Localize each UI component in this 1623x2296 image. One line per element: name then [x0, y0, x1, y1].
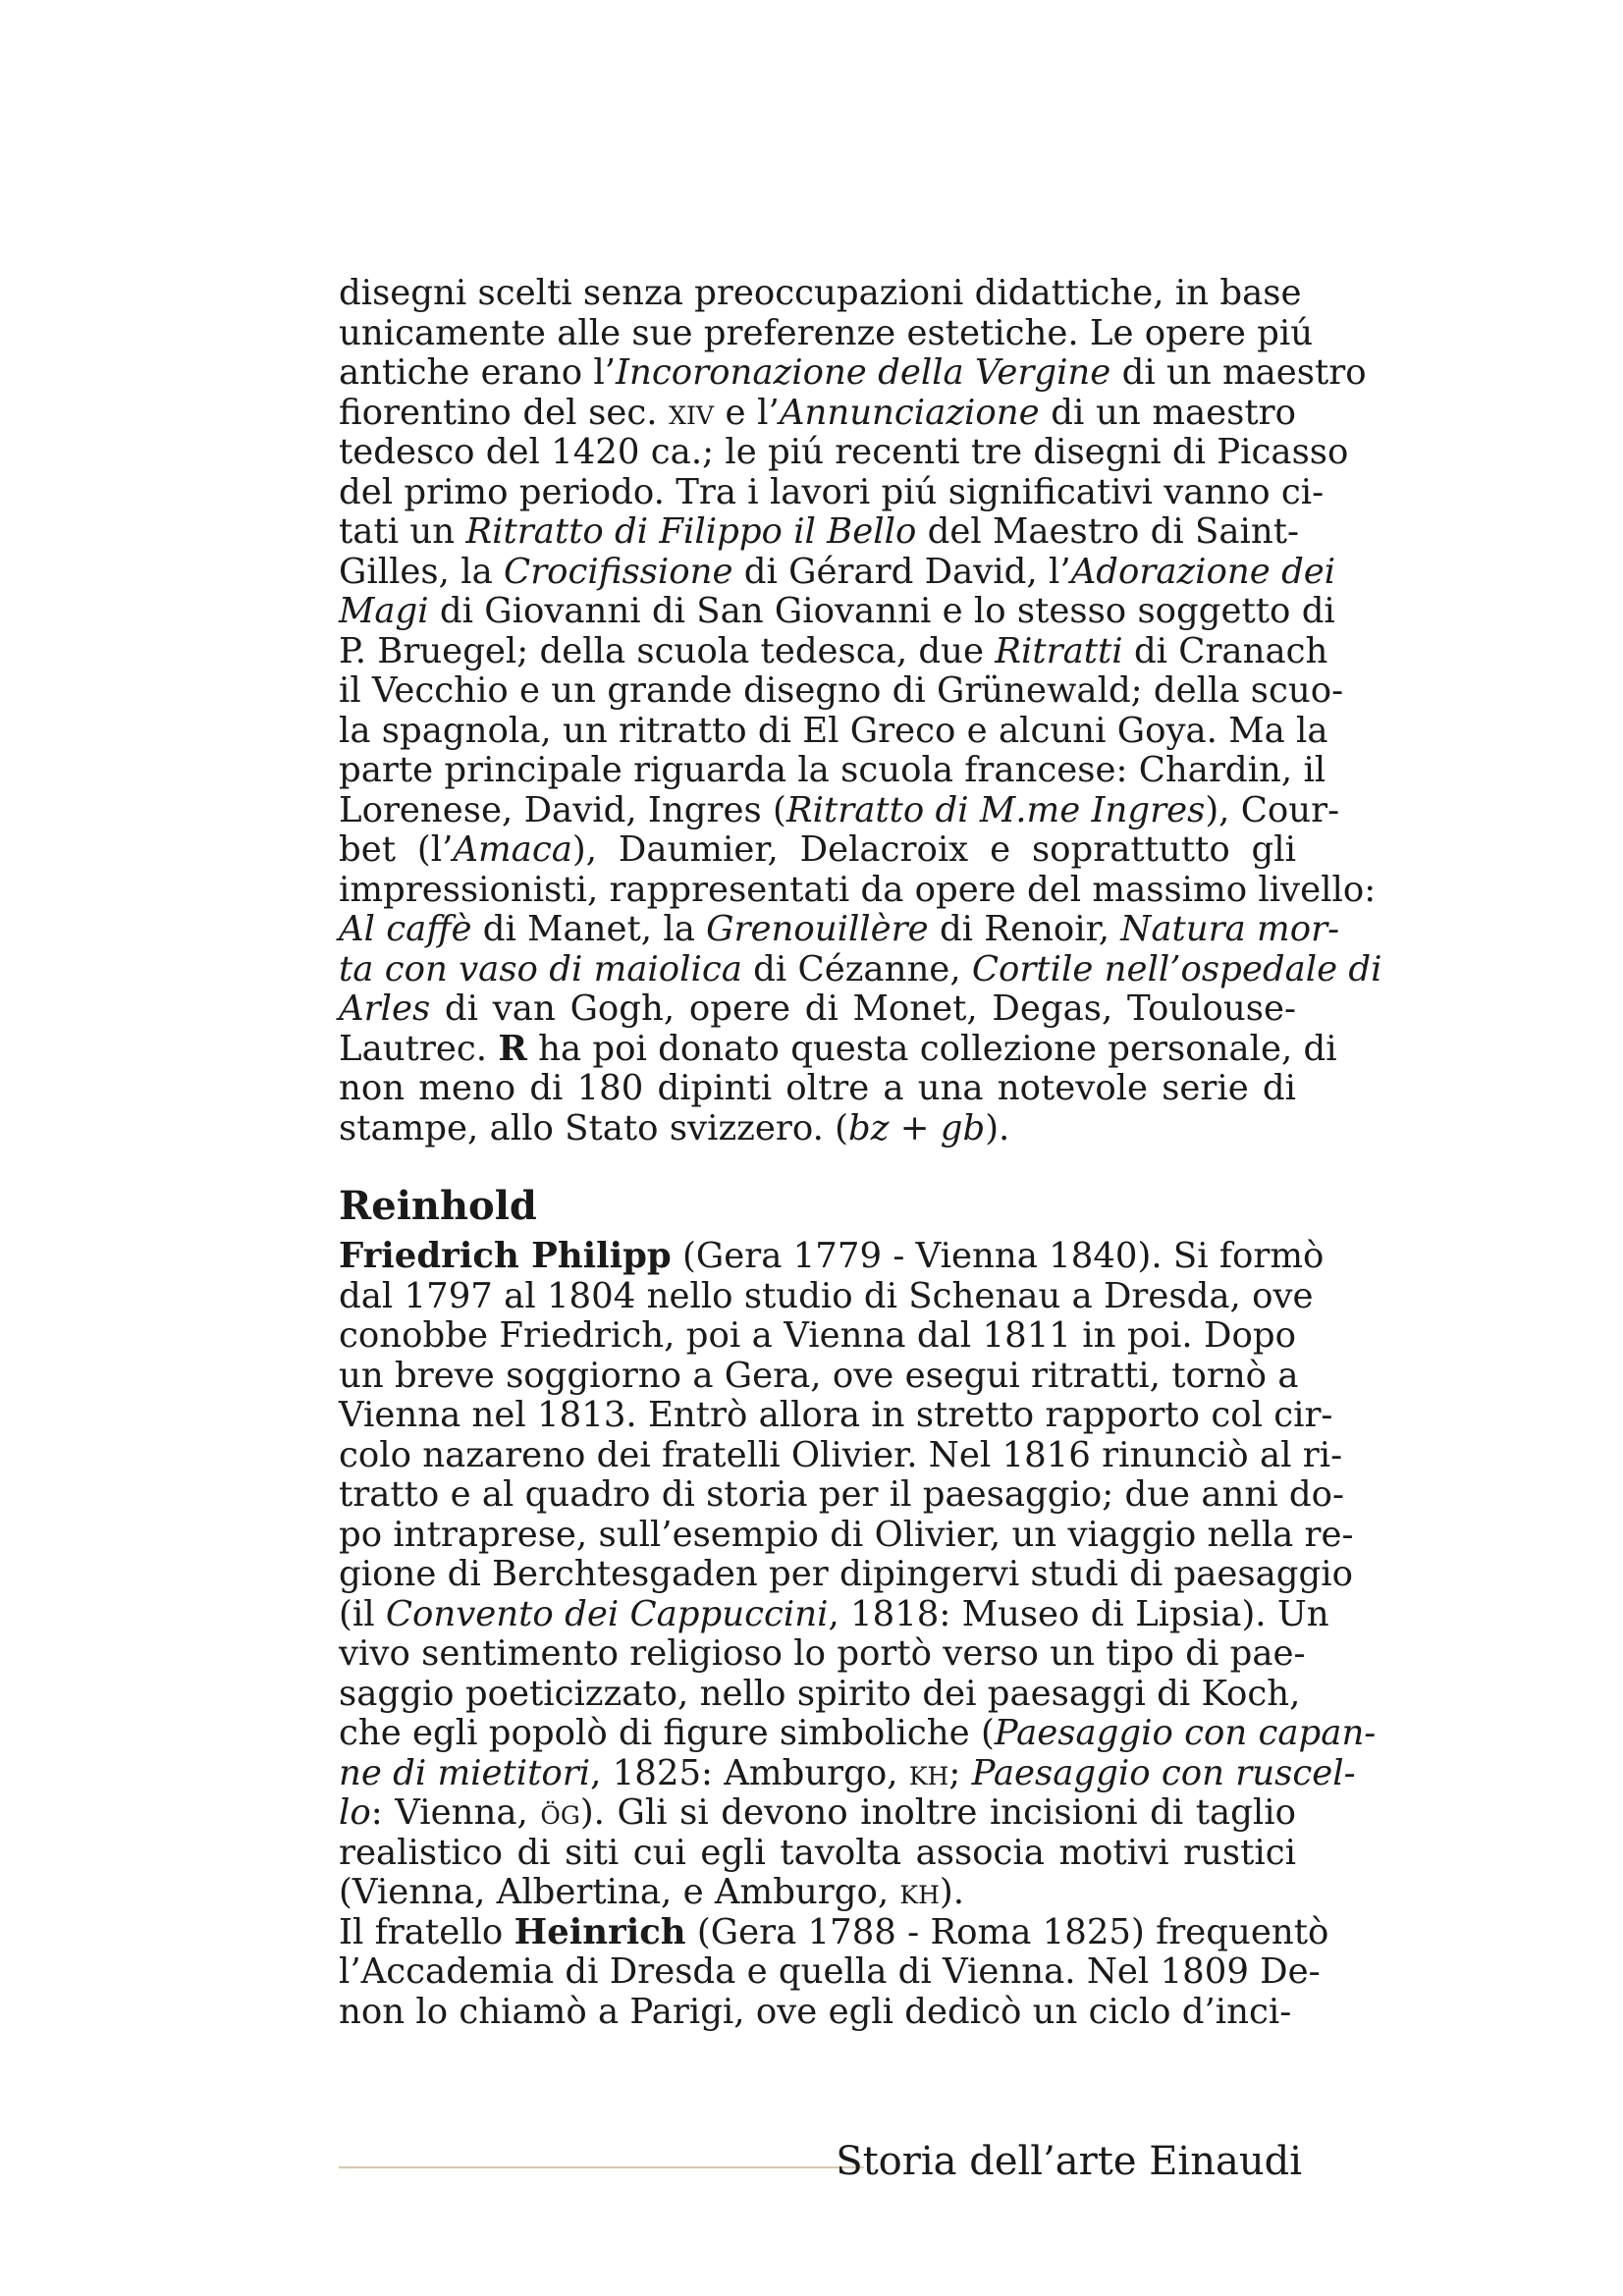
entry-body-line: (il Convento dei Cappuccini, 1818: Museo di Lipsia). Un [339, 1593, 1329, 1634]
entry-body-line: vivo sentimento religioso lo portò verso un tipo di pae- [339, 1633, 1306, 1674]
previous-entry-line: impressionisti, rappresentati da opere del massimo livello: [339, 869, 1377, 910]
previous-entry-line: ta con vaso di maiolica di Cézanne, Cortile nell’ospedale di [339, 948, 1382, 989]
previous-entry-line: antiche erano l’Incoronazione della Vergine di un maestro [339, 352, 1367, 393]
previous-entry-line: P. Bruegel; della scuola tedesca, due Ritratti di Cranach [339, 630, 1328, 671]
entry-body-line: (Vienna, Albertina, e Amburgo, kh). [339, 1872, 965, 1912]
previous-entry-line: il Vecchio e un grande disegno di Grünewald; della scuo- [339, 670, 1344, 711]
entry-body-line: che egli popolò di figure simboliche (Paesaggio con capan- [339, 1713, 1377, 1753]
entry-body-line: realistico di siti cui egli tavolta associa motivi rustici [339, 1832, 1296, 1873]
entry-body-line: non lo chiamò a Parigi, ove egli dedicò un ciclo d’inci- [339, 1991, 1292, 2032]
entry-body-line: gione di Berchtesgaden per dipingervi studi di paesaggio [339, 1554, 1353, 1594]
footer-rule [339, 2166, 864, 2168]
entry-body-line: Il fratello Heinrich (Gera 1788 - Roma 1825) frequentò [339, 1911, 1329, 1952]
previous-entry-line: parte principale riguarda la scuola francese: Chardin, il [339, 750, 1326, 790]
entry-body-line: l’Accademia di Dresda e quella di Vienna. Nel 1809 De- [339, 1951, 1321, 1992]
previous-entry-line: bet (l’Amaca), Daumier, Delacroix e soprattutto gli [339, 829, 1296, 870]
entry-heading: Reinhold [339, 1183, 537, 1229]
previous-entry-line: la spagnola, un ritratto di El Greco e alcuni Goya. Ma la [339, 710, 1328, 751]
previous-entry-line: stampe, allo Stato svizzero. (bz + gb). [339, 1107, 1010, 1148]
previous-entry-line: non meno di 180 dipinti oltre a una notevole serie di [339, 1068, 1296, 1108]
footer-title: Storia dell’arte Einaudi [836, 2139, 1302, 2184]
previous-entry-line: tedesco del 1420 ca.; le piú recenti tre disegni di Picasso [339, 432, 1349, 472]
previous-entry-line: Arles di van Gogh, opere di Monet, Degas, Toulouse- [339, 988, 1296, 1029]
previous-entry-line: tati un Ritratto di Filippo il Bello del Maestro di Saint- [339, 511, 1299, 552]
entry-body-line: Vienna nel 1813. Entrò allora in stretto rapporto col cir- [339, 1395, 1333, 1435]
previous-entry-line: del primo periodo. Tra i lavori piú significativi vanno ci- [339, 471, 1325, 512]
previous-entry-line: Lautrec. R ha poi donato questa collezione personale, di [339, 1028, 1337, 1069]
previous-entry-line: unicamente alle sue preferenze estetiche. Le opere piú [339, 312, 1314, 353]
previous-entry-line: Al caffè di Manet, la Grenouillère di Renoir, Natura mor- [339, 909, 1340, 949]
previous-entry-line: fiorentino del sec. xiv e l’Annunciazione di un maestro [339, 392, 1297, 433]
entry-body-text [339, 1236, 1377, 2032]
previous-entry-line: Magi di Giovanni di San Giovanni e lo stesso soggetto di [339, 591, 1335, 631]
entry-body-line: tratto e al quadro di storia per il paesaggio; due anni do- [339, 1474, 1344, 1515]
entry-body-line: colo nazareno dei fratelli Olivier. Nel 1816 rinunciò al ri- [339, 1434, 1343, 1475]
entry-body-line: ne di mietitori, 1825: Amburgo, kh; Paesaggio con ruscel- [339, 1752, 1356, 1793]
entry-body-line: saggio poeticizzato, nello spirito dei paesaggi di Koch, [339, 1673, 1301, 1714]
entry-body-line: Friedrich Philipp (Gera 1779 - Vienna 1840). Si formò [339, 1236, 1325, 1276]
entry-body-line: conobbe Friedrich, poi a Vienna dal 1811 in poi. Dopo [339, 1315, 1296, 1356]
entry-body-line: po intraprese, sull’esempio di Olivier, un viaggio nella re- [339, 1514, 1354, 1555]
entry-body-line: lo: Vienna, ög). Gli si devono inoltre incisioni di taglio [339, 1792, 1296, 1833]
entry-body-line: dal 1797 al 1804 nello studio di Schenau a Dresda, ove [339, 1275, 1314, 1316]
entry-body-line: un breve soggiorno a Gera, ove esegui ritratti, tornò a [339, 1355, 1299, 1396]
previous-entry-line: Gilles, la Crocifissione di Gérard David, l’Adorazione dei [339, 551, 1336, 592]
previous-entry-text [339, 273, 1382, 1148]
previous-entry-line: Lorenese, David, Ingres (Ritratto di M.me Ingres), Cour- [339, 789, 1340, 830]
previous-entry-line: disegni scelti senza preoccupazioni didattiche, in base [339, 273, 1302, 313]
